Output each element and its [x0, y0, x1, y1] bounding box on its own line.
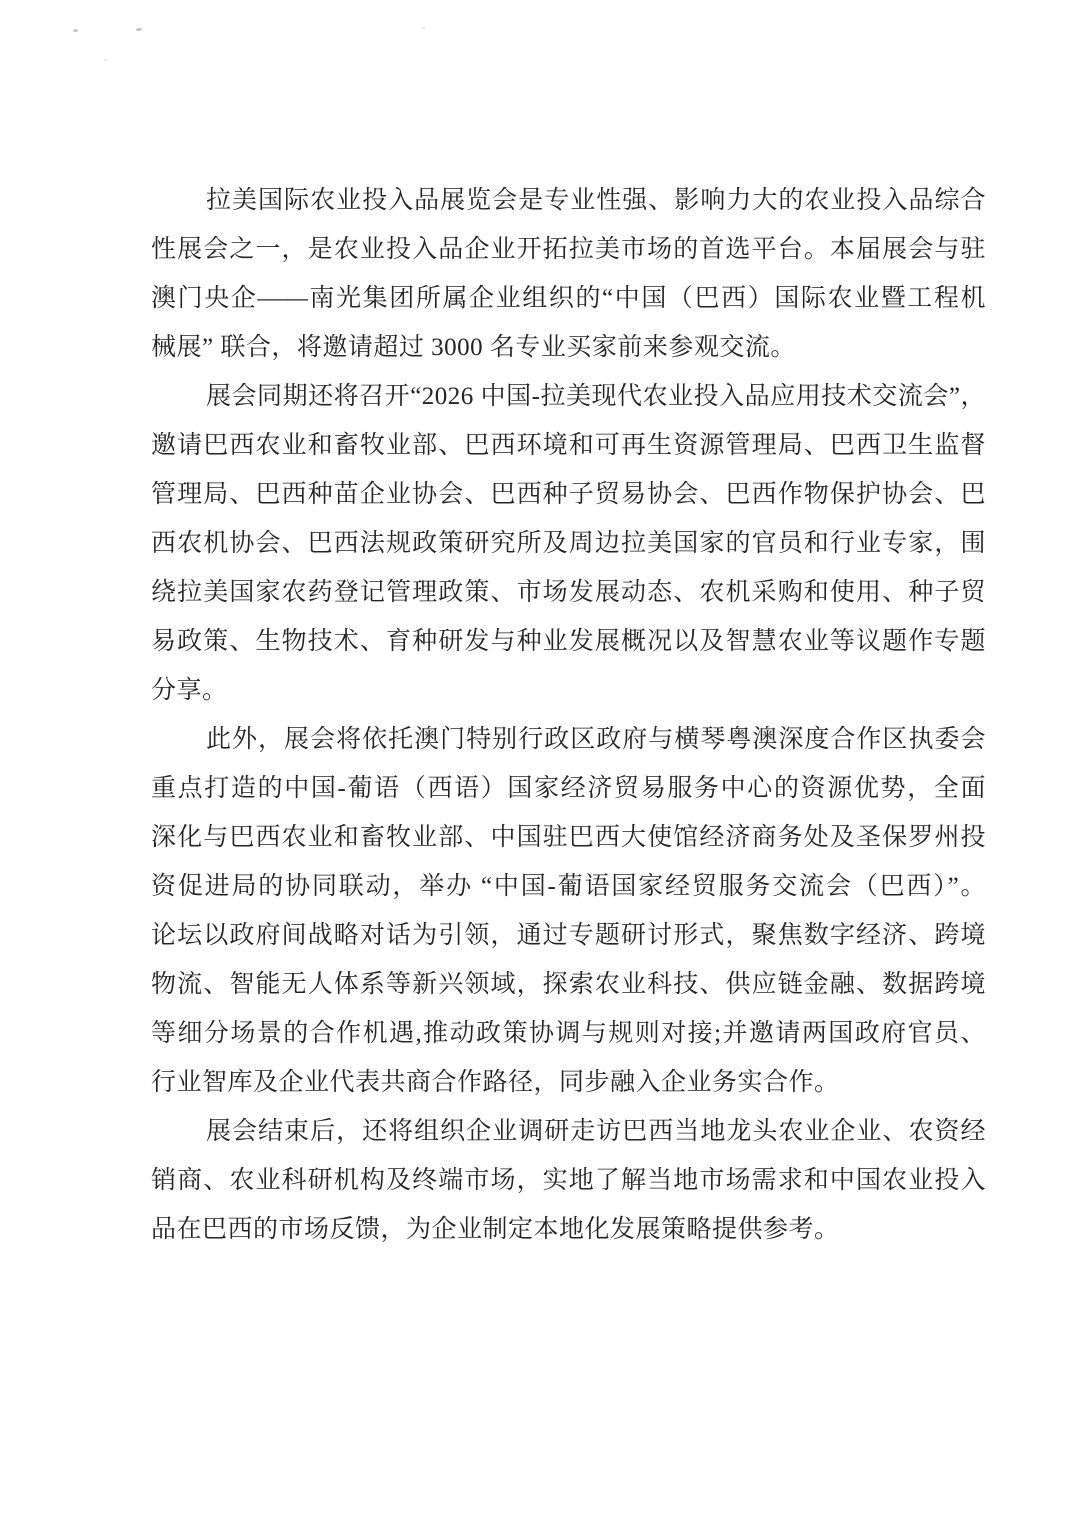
- scan-speckle: [136, 28, 142, 32]
- text-line: 展会同期还将召开“2026 中国-拉美现代农业投入品应用技术交流会”，: [206, 383, 986, 410]
- text-line: 物流、智能无人体系等新兴领域，探索农业科技、供应链金融、数据跨境: [151, 971, 986, 998]
- text-line: 论坛以政府间战略对话为引领，通过专题研讨形式，聚焦数字经济、跨境: [151, 922, 986, 949]
- text-line: 等细分场景的合作机遇,推动政策协调与规则对接;并邀请两国政府官员、: [151, 1020, 986, 1047]
- text-line: 绕拉美国家农药登记管理政策、市场发展动态、农机采购和使用、种子贸: [151, 579, 986, 606]
- text-line: 行业智库及企业代表共商合作路径，同步融入企业务实合作。: [151, 1069, 840, 1096]
- text-line: 易政策、生物技术、育种研发与种业发展概况以及智慧农业等议题作专题: [151, 628, 986, 655]
- text-line: 拉美国际农业投入品展览会是专业性强、影响力大的农业投入品综合: [206, 187, 986, 214]
- text-line: 销商、农业科研机构及终端市场，实地了解当地市场需求和中国农业投入: [151, 1167, 986, 1194]
- text-line: 管理局、巴西种苗企业协会、巴西种子贸易协会、巴西作物保护协会、巴: [151, 481, 986, 508]
- text-line: 深化与巴西农业和畜牧业部、中国驻巴西大使馆经济商务处及圣保罗州投: [151, 824, 986, 851]
- text-line: 品在巴西的市场反馈，为企业制定本地化发展策略提供参考。: [151, 1216, 840, 1243]
- text-line: 重点打造的中国-葡语（西语）国家经济贸易服务中心的资源优势，全面: [151, 775, 986, 802]
- text-line: 澳门央企——南光集团所属企业组织的“中国（巴西）国际农业暨工程机: [151, 285, 986, 312]
- scan-speckle: [422, 27, 425, 29]
- text-line: 邀请巴西农业和畜牧业部、巴西环境和可再生资源管理局、巴西卫生监督: [151, 432, 986, 459]
- document-body: [151, 176, 986, 1254]
- text-line: 此外，展会将依托澳门特别行政区政府与横琴粤澳深度合作区执委会: [206, 726, 986, 753]
- text-line: 西农机协会、巴西法规政策研究所及周边拉美国家的官员和行业专家，围: [151, 530, 986, 557]
- text-line: 械展” 联合，将邀请超过 3000 名专业买家前来参观交流。: [151, 334, 796, 361]
- text-line: 展会结束后，还将组织企业调研走访巴西当地龙头农业企业、农资经: [206, 1118, 986, 1145]
- scan-speckle: [104, 59, 107, 61]
- text-line: 分享。: [151, 677, 228, 704]
- text-line: 性展会之一，是农业投入品企业开拓拉美市场的首选平台。本届展会与驻: [151, 236, 986, 263]
- scan-speckle: [73, 29, 78, 32]
- text-line: 资促进局的协同联动，举办 “中国-葡语国家经贸服务交流会（巴西）”。: [151, 873, 986, 900]
